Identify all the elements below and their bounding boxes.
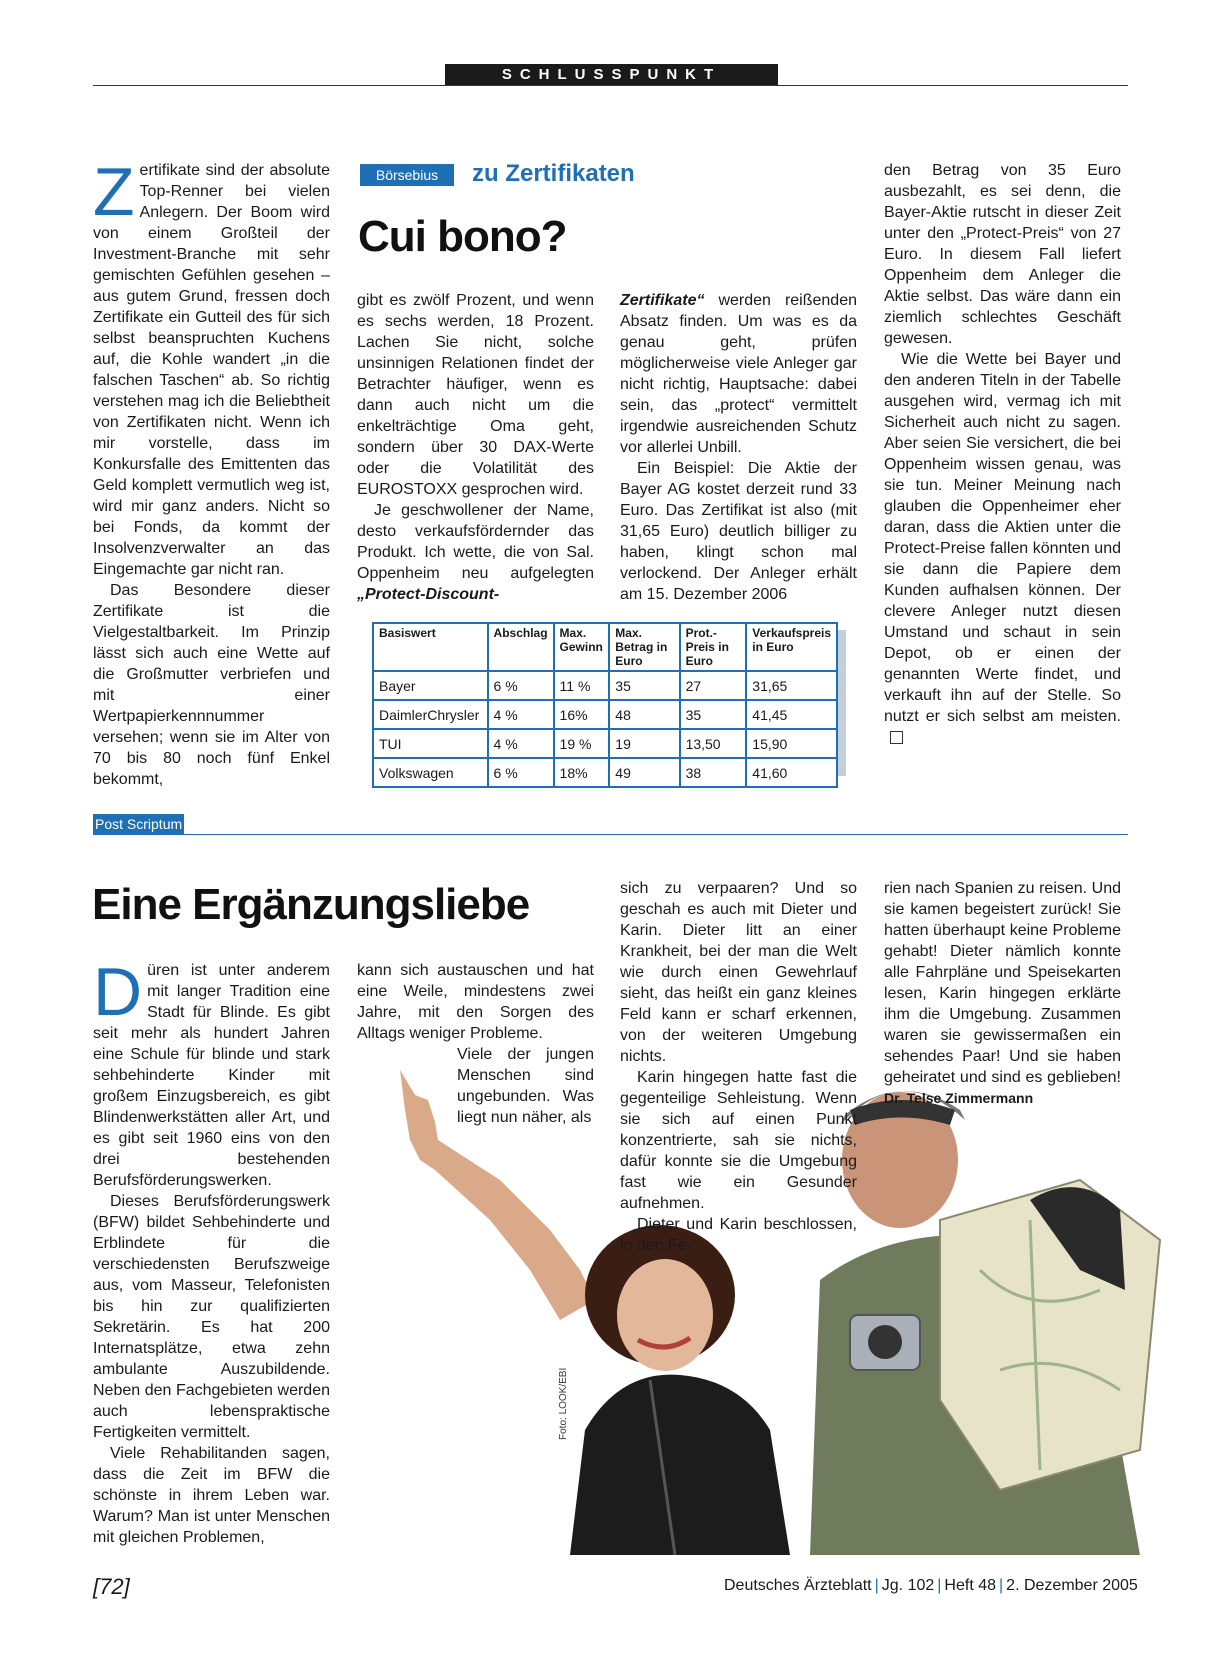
article1-column-3 — [620, 290, 857, 605]
table-header: Max. Gewinn — [554, 623, 610, 671]
table-header: Verkaufspreis in Euro — [746, 623, 837, 671]
article1-column-1 — [93, 154, 330, 790]
article1-kicker: Börsebius — [360, 164, 454, 186]
certificate-table-wrap — [372, 622, 838, 781]
header-rule — [93, 85, 1128, 86]
table-cell: 6 % — [488, 758, 554, 787]
article1-col4-p1: den Betrag von 35 Euro ausbezahlt, es sei denn, die Bayer-Aktie rutscht in dieser Zeit unter den „Protect-Preis“ von 27 Euro. In diesem Fall liefert Oppenheim dem Anleger die Aktie selbst. Das wäre dann ein ziemlich schlechtes Geschäft gewesen. — [884, 162, 1121, 347]
article1-dropcap: Z — [93, 154, 135, 230]
journal-date: 2. Dezember 2005 — [1006, 1577, 1138, 1594]
photo-credit: Foto: LOOK/EBI — [558, 1367, 569, 1440]
article1-col4-p2 — [884, 349, 1121, 748]
table-row — [373, 758, 837, 787]
article2-col3-p2: Karin hingegen hatte fast die gegenteilige Sehleistung. Wenn sie sich auf einen Punkt konzentrierte, sah sie nichts, dafür konnte sie die Umgebung fast wie ein Gesunder aufnehmen. — [620, 1069, 857, 1212]
table-cell: Volkswagen — [373, 758, 488, 787]
table-cell: Bayer — [373, 671, 488, 700]
table-header: Abschlag — [488, 623, 554, 671]
table-header: Max. Betrag in Euro — [609, 623, 679, 671]
article1-col3-p1 — [620, 290, 857, 458]
table-cell: 4 % — [488, 729, 554, 758]
article2-column-4 — [884, 878, 1121, 1109]
table-cell: 31,65 — [746, 671, 837, 700]
article2-col3-p3: Dieter und Karin beschlossen, in den Fe- — [620, 1216, 857, 1254]
product-name-emphasis: „Protect-Discount- — [357, 586, 500, 603]
separator: | — [999, 1577, 1004, 1594]
article2-col2-p2: Viele der jungen Menschen sind ungebunden. Was liegt nun näher, als — [457, 1046, 594, 1126]
article2-col2-p1: kann sich austauschen und hat eine Weile, mindestens zwei Jahre, mit den Sorgen des Alltags weniger Probleme. — [357, 962, 594, 1042]
section-header: SCHLUSSPUNKT — [445, 64, 778, 86]
article2-col1-p1: üren ist unter anderem mit langer Tradition eine Stadt für Blinde. Es gibt seit mehr als hundert Jahren eine Schule für blinde und stark sehbehinderte Kinder mit großem Einzugsbereich, es gibt Blindenwerkstätten aller Art, und es gibt seit 1960 eins von den drei bestehenden Berufsförderungswerken. — [93, 962, 330, 1189]
article2-col1-p2: Dieses Berufsförderungswerk (BFW) bildet Sehbehinderte und Erblindete für die verschiedensten Berufszweige aus, vom Masseur, Telefonisten bis hin zur qualifizierten Sekretärin. Es hat 200 Internatsplätze, etwa zehn ambulante Auszubildende. Neben den Fachgebieten werden auch lebenspraktische Fertigkeiten vermittelt. — [93, 1193, 330, 1441]
separator: | — [874, 1577, 879, 1594]
article1-col3-p1-text: werden reißenden Absatz finden. Um was es da genau geht, prüfen möglicherweise viele Anleger gar nicht richtig, Hauptsache: dabei sein, das „protect“ vermittelt irgendwie ausreichenden Schutz vor allerlei Unbill. — [620, 292, 857, 456]
table-cell: 16% — [554, 700, 610, 729]
separator: | — [937, 1577, 942, 1594]
table-cell: DaimlerChrysler — [373, 700, 488, 729]
table-cell: 49 — [609, 758, 679, 787]
table-cell: 38 — [680, 758, 747, 787]
table-cell: 19 — [609, 729, 679, 758]
certificate-table — [372, 622, 838, 788]
table-cell: 48 — [609, 700, 679, 729]
article1-column-2 — [357, 290, 594, 605]
article1-col2-p2-text: Je geschwollener der Name, desto verkaufsfördernder das Produkt. Ich wette, die von Sal. Oppenheim neu aufgelegten — [357, 502, 594, 582]
article2-column-1 — [93, 954, 330, 1548]
journal-volume: Jg. 102 — [881, 1577, 935, 1594]
product-name-emphasis-2: Zertifikate“ — [620, 292, 705, 309]
table-cell: 11 % — [554, 671, 610, 700]
article2-col3-p1: sich zu verpaaren? Und so geschah es auch mit Dieter und Karin. Dieter litt an einer Krankheit, bei der man die Welt wie durch einen Gewehrlauf sieht, das heißt ein ganz kleines Feld kann er scharf erkennen, von der weiteren Umgebung nichts. — [620, 880, 857, 1065]
table-cell: 6 % — [488, 671, 554, 700]
article2-col1-p3: Viele Rehabilitanden sagen, dass die Zeit im BFW die schönste in ihrem Leben war. Warum? Man ist unter Menschen mit gleichen Problemen, — [93, 1445, 330, 1546]
page-number: [72] — [93, 1574, 130, 1599]
article1-col2-p1: gibt es zwölf Prozent, und wenn es sechs werden, 18 Prozent. Lachen Sie nicht, solche unsinnigen Relationen findet der Betrachter häufiger, wenn es dann auch nicht um die enkelträchtige Oma geht, sondern über 30 DAX-Werte oder die Volatilität des EUROSTOXX gesprochen wird. — [357, 292, 594, 498]
article1-col1-p1: ertifikate sind der absolute Top-Renner bei vielen Anlegern. Der Boom wird von einem Großteil der Investment-Branche mit sehr gemischten Gefühlen gesehen – aus gutem Grund, fressen doch Zertifikate ein Gutteil des für sich selbst beanspruchten Kuchens auf, die Kohle wandert „in die falschen Taschen“ ab. So richtig verstehen mag ich die Beliebtheit von Zertifikaten nicht. Wenn ich mir vorstelle, dass im Konkursfalle des Emittenten das Geld komplett vermutlich weg ist, wird mir ganz anders. Nicht so bei Fonds, da kommt der Insolvenzverwalter an das Eingemachte gar nicht ran. — [93, 162, 330, 578]
table-cell: 19 % — [554, 729, 610, 758]
article2-col4-p1 — [884, 878, 1121, 1109]
journal-citation — [724, 1577, 1138, 1595]
table-row — [373, 729, 837, 758]
table-cell: TUI — [373, 729, 488, 758]
author-name: Dr. Telse Zimmermann — [884, 1090, 1034, 1106]
table-header: Basiswert — [373, 623, 488, 671]
article2-dropcap: D — [93, 954, 143, 1030]
article2-col4-p1-text: rien nach Spanien zu reisen. Und sie kamen begeistert zurück! Sie hatten überhaupt keine Probleme gehabt! Dieter nämlich konnte alle Fahrpläne und Speisekarten lesen, Karin hingegen erklärte ihm die Umgebung. Zusammen waren sie gewissermaßen ein sehendes Paar! Und sie haben geheiratet und sind es geblieben! — [884, 880, 1121, 1086]
table-header: Prot.- Preis in Euro — [680, 623, 747, 671]
journal-issue: Heft 48 — [944, 1577, 997, 1594]
table-cell: 41,60 — [746, 758, 837, 787]
table-cell: 35 — [680, 700, 747, 729]
article2-column-3 — [620, 878, 857, 1256]
journal-name: Deutsches Ärzteblatt — [724, 1577, 872, 1594]
article2-kicker: Post Scriptum — [95, 816, 183, 832]
article1-col3-p2: Ein Beispiel: Die Aktie der Bayer AG kostet derzeit rund 33 Euro. Das Zertifikat ist also (mit 31,65 Euro) deutlich billiger zu haben, klingt schon mal verlockend. Der Anleger erhält am 15. Dezember 2006 — [620, 460, 857, 603]
table-cell: 4 % — [488, 700, 554, 729]
table-row — [373, 700, 837, 729]
end-mark-icon — [890, 731, 903, 744]
table-header-row — [373, 623, 837, 671]
article1-col4-p2-text: Wie die Wette bei Bayer und den anderen Titeln in der Tabelle ausgehen wird, vermag ich mit Sicherheit auch nicht zu sagen. Aber seien Sie versichert, die bei Oppenheim wissen genau, was sie tun. Meiner Meinung nach glauben die Oppenheimer eher daran, dass die Aktien unter die Protect-Preise fallen könnten und sie dann die Papiere dem Kunden aufhalsen können. Der clevere Anleger nutzt diesen Umstand und schaut in sein Depot, ob er einen der genannten Werte findet, und verkauft ihn auf der Stelle. So nutzt er sich selbst am meisten. — [884, 351, 1121, 725]
table-cell: 41,45 — [746, 700, 837, 729]
article1-kicker-sub: zu Zertifikaten — [472, 160, 635, 187]
table-cell: 13,50 — [680, 729, 747, 758]
table-cell: 15,90 — [746, 729, 837, 758]
article1-headline: Cui bono? — [358, 212, 567, 261]
article1-column-4 — [884, 160, 1121, 748]
table-cell: 35 — [609, 671, 679, 700]
table-row — [373, 671, 837, 700]
table-cell: 18% — [554, 758, 610, 787]
article2-headline: Eine Ergänzungsliebe — [92, 880, 530, 929]
table-cell: 27 — [680, 671, 747, 700]
article2-column-2 — [357, 960, 594, 1128]
article1-col1-p2: Das Besondere dieser Zertifikate ist die Vielgestaltbarkeit. Im Prinzip lässt sich auch eine Wette auf die Großmutter verbriefen und mit einer Wertpapierkennnummer versehen; wenn sie im Alter von 70 bis 80 noch fünf Enkel bekommt, — [93, 582, 330, 788]
article1-col2-p2 — [357, 500, 594, 605]
post-scriptum-rule — [93, 834, 1128, 835]
